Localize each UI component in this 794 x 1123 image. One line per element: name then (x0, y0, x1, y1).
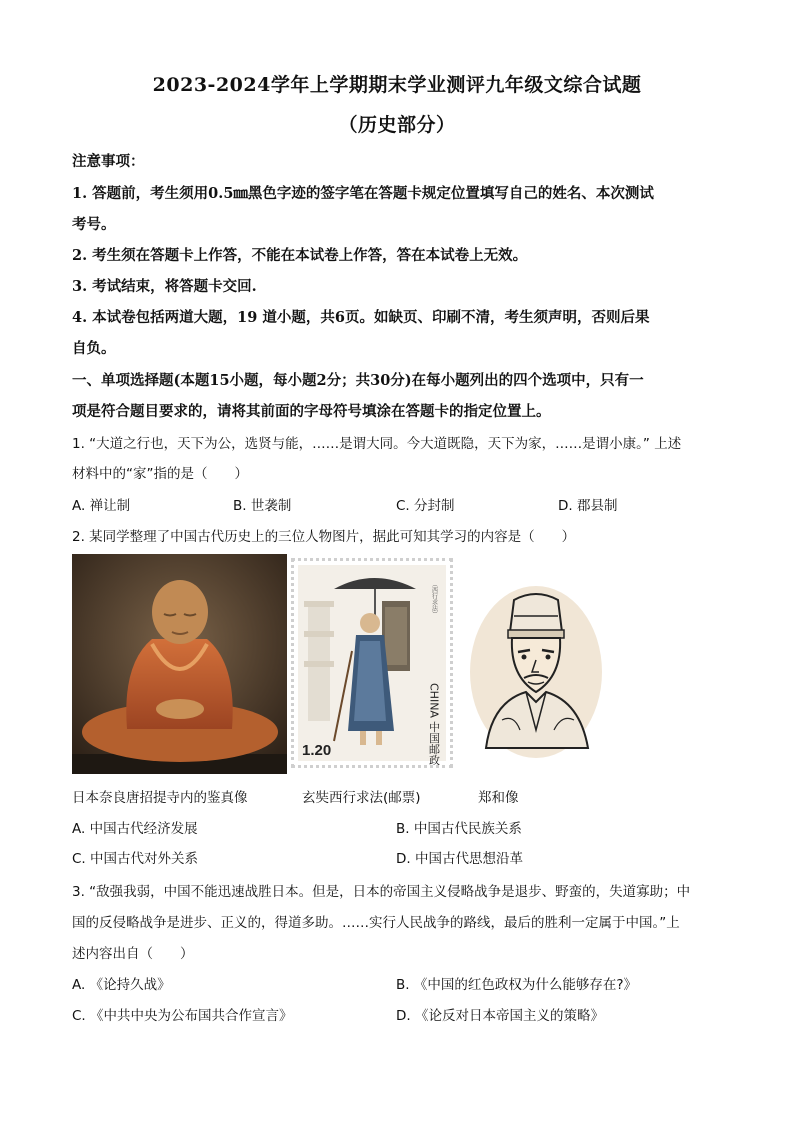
q1-option-a: A. 禅让制 (72, 498, 131, 514)
exam-subtitle: （历史部分） (338, 114, 456, 136)
zhenghe-portrait-image (466, 580, 606, 760)
q1-stem-line-1: 1. “大道之行也，天下为公，选贤与能，……是谓大同。今大道既隐，天下为家，……是谓小康。” 上述 (72, 436, 682, 452)
q2-option-c: C. 中国古代对外关系 (72, 851, 199, 867)
q3-option-a: A. 《论持久战》 (72, 977, 171, 993)
caption-xuanzang: 玄奘西行求法(邮票) (302, 790, 421, 806)
note-3: 3. 考试结束，将答题卡交回. (72, 278, 257, 295)
stamp-denomination: 1.20 (302, 742, 332, 759)
caption-jianzhen: 日本奈良唐招提寺内的鉴真像 (72, 790, 248, 806)
section-1-heading: 一、单项选择题(本题15小题，每小题2分；共30分)在每小题列出的四个选项中，只有一 (72, 372, 644, 389)
q1-option-b: B. 世袭制 (233, 498, 292, 514)
note-1: 1. 答题前，考生须用0.5㎜黑色字迹的签字笔在答题卡规定位置填写自己的姓名、本次测试 (72, 185, 654, 202)
q3-stem-line-2: 国的反侵略战争是进步、正义的，得道多助。……实行人民战争的路线，最后的胜利一定属于中国。”上 (72, 915, 680, 931)
note-2: 2. 考生须在答题卡上作答，不能在本试卷上作答，答在本试卷上无效。 (72, 247, 528, 264)
q1-option-c: C. 分封制 (396, 498, 455, 514)
q3-option-b: B. 《中国的红色政权为什么能够存在?》 (396, 977, 638, 993)
caption-zhenghe: 郑和像 (478, 790, 519, 806)
note-4: 4. 本试卷包括两道大题，19 道小题，共6页。如缺页、印刷不清，考生须声明，否则后果 (72, 309, 650, 326)
q3-stem-line-3: 述内容出自（ ） (72, 946, 194, 962)
xuanzang-stamp-image (291, 558, 453, 768)
note-4-cont: 自负。 (72, 340, 116, 357)
q2-stem: 2. 某同学整理了中国古代历史上的三位人物图片，据此可知其学习的内容是（ ） (72, 529, 576, 545)
q2-option-a: A. 中国古代经济发展 (72, 821, 198, 837)
q1-option-d: D. 郡县制 (558, 498, 618, 514)
q3-option-d: D. 《论反对日本帝国主义的策略》 (396, 1008, 604, 1024)
note-1-cont: 考号。 (72, 216, 116, 233)
jianzhen-statue-image (72, 554, 287, 774)
q1-stem-line-2: 材料中的“家”指的是（ ） (72, 466, 248, 482)
stamp-series: （西行求法） (430, 581, 438, 617)
section-1-heading-cont: 项是符合题目要求的，请将其前面的字母符号填涂在答题卡的指定位置上。 (72, 403, 551, 420)
q3-stem-line-1: 3. “敌强我弱，中国不能迅速战胜日本。但是，日本的帝国主义侵略战争是退步、野蛮的，失道寡助；中 (72, 884, 691, 900)
q3-option-c: C. 《中共中央为公布国共合作宣言》 (72, 1008, 293, 1024)
stamp-country: CHINA 中国邮政 (427, 683, 441, 765)
q2-option-b: B. 中国古代民族关系 (396, 821, 522, 837)
notes-heading: 注意事项： (72, 153, 145, 170)
q2-option-d: D. 中国古代思想沿革 (396, 851, 523, 867)
exam-title: 2023-2024学年上学期期末学业测评九年级文综合试题 (152, 74, 642, 96)
